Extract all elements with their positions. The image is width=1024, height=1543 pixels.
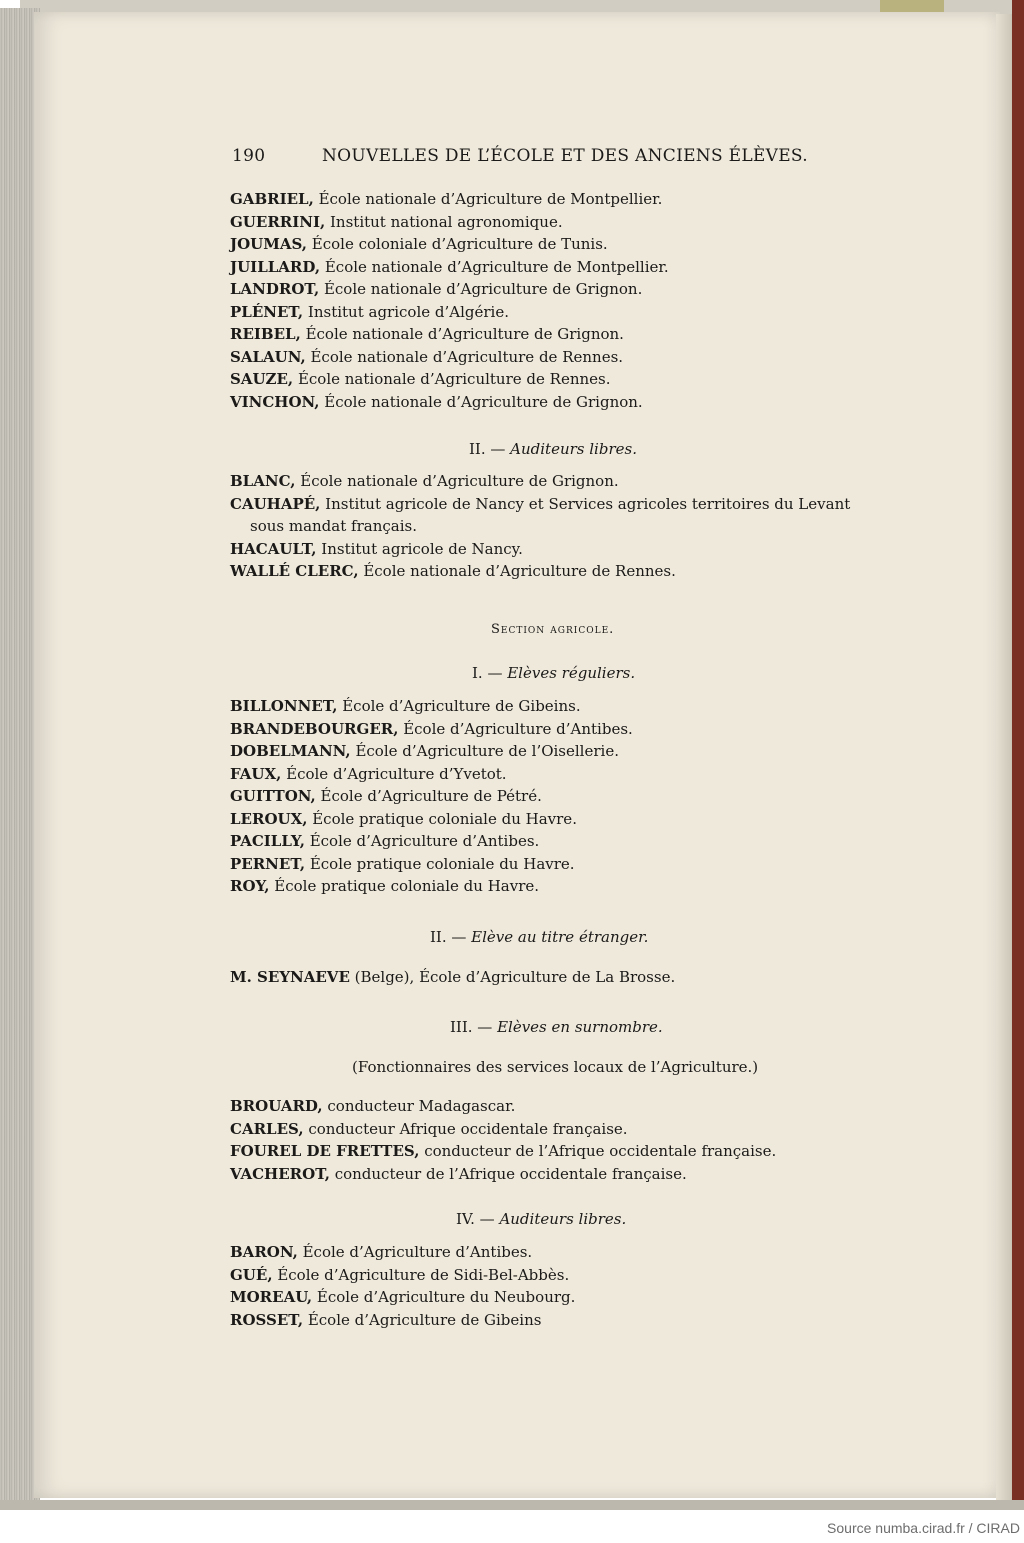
list-item (230, 323, 669, 346)
entry-school: École d’Agriculture de l’Oisellerie. (350, 742, 619, 760)
list-item (230, 256, 669, 279)
note-fonctionnaires: (Fonctionnaires des services locaux de l’Agriculture.) (352, 1058, 759, 1076)
entry-school: École coloniale d’Agriculture de Tunis. (307, 235, 608, 253)
entry-school: École d’Agriculture d’Antibes. (398, 719, 633, 738)
entry-name: ROSSET, (230, 1310, 304, 1329)
entry-school: conducteur Madagascar. (322, 1097, 516, 1115)
entry-name: DOBELMANN, (230, 742, 351, 760)
entry-school: conducteur de l’Afrique occidentale française. (329, 1164, 687, 1183)
entry-name: MOREAU, (230, 1288, 313, 1306)
entry-name: VINCHON, (230, 392, 320, 411)
entry-school: École nationale d’Agriculture de Rennes. (293, 370, 611, 388)
list-item (230, 368, 669, 391)
entry-name: REIBEL, (230, 325, 301, 343)
entry-list-4 (230, 966, 675, 989)
entry-name: SAUZE, (230, 370, 294, 388)
entry-name: JOUMAS, (230, 235, 308, 253)
list-item (230, 695, 633, 718)
subheading-title: Elèves réguliers. (502, 664, 636, 682)
list-item (230, 470, 850, 493)
entry-school: École nationale d’Agriculture de Grignon. (319, 392, 643, 411)
entry-name: FAUX, (230, 764, 282, 783)
entry-name: BLANC, (230, 472, 296, 490)
list-item (230, 301, 669, 324)
subheading-roman: I. — (472, 664, 503, 682)
entry-school: École d’Agriculture de Gibeins (303, 1310, 542, 1329)
subheading-roman: IV. — (456, 1210, 495, 1228)
source-credit: Source numba.cirad.fr / CIRAD (827, 1520, 1020, 1536)
subheading-auditeurs-libres-1 (469, 440, 637, 458)
entry-list-2 (230, 470, 850, 583)
subheading-roman: III. — (450, 1018, 493, 1036)
entry-name: PERNET, (230, 854, 306, 873)
list-item (230, 391, 669, 414)
entry-school: École d’Agriculture de Sidi-Bel-Abbès. (272, 1265, 570, 1284)
entry-school: École d’Agriculture de Pétré. (315, 787, 542, 805)
entry-school: École pratique coloniale du Havre. (307, 809, 577, 828)
entry-name: GUERRINI, (230, 212, 326, 231)
entry-name: HACAULT, (230, 539, 317, 558)
list-item (230, 560, 850, 583)
entry-name: SALAUN, (230, 347, 306, 366)
list-item (230, 1241, 575, 1264)
entry-school: École nationale d’Agriculture de Montpellier. (313, 190, 663, 208)
entry-school: École d’Agriculture d’Antibes. (304, 832, 540, 850)
entry-list-3 (230, 695, 633, 898)
list-item (230, 278, 669, 301)
list-item (230, 830, 633, 853)
page-number: 190 (232, 146, 266, 166)
entry-school: École d’Agriculture d’Yvetot. (281, 764, 507, 783)
book-bottom-edge (0, 1500, 1024, 1510)
subheading-roman: II. — (469, 440, 506, 458)
entry-name: WALLÉ CLERC, (230, 562, 359, 580)
subheading-eleve-etranger (430, 928, 648, 946)
list-item (230, 346, 669, 369)
entry-school: Institut agricole de Nancy et Services agricoles territoires du Levant (320, 494, 851, 513)
entry-school: Institut agricole de Nancy. (316, 539, 523, 558)
entry-list-6 (230, 1241, 575, 1331)
subheading-title: Auditeurs libres. (505, 440, 637, 458)
entry-name: FOUREL DE FRETTES, (230, 1142, 420, 1160)
entry-list-1 (230, 188, 669, 413)
subheading-eleves-surnombre (450, 1018, 663, 1036)
entry-name: M. SEYNAEVE (230, 968, 350, 986)
entry-name: LANDROT, (230, 280, 320, 298)
list-item (230, 211, 669, 234)
running-title: NOUVELLES DE L’ÉCOLE ET DES ANCIENS ÉLÈVES. (322, 146, 808, 166)
entry-school: École d’Agriculture d’Antibes. (297, 1243, 533, 1261)
list-item (230, 188, 669, 211)
entry-school: École pratique coloniale du Havre. (305, 854, 575, 873)
entry-continuation: sous mandat français. (250, 517, 417, 535)
list-item (230, 1140, 776, 1163)
entry-school: École nationale d’Agriculture de Montpellier. (320, 257, 669, 276)
list-item (230, 1309, 575, 1332)
entry-name: BRANDEBOURGER, (230, 719, 399, 738)
list-item (230, 808, 633, 831)
entry-name: GABRIEL, (230, 190, 314, 208)
entry-name: CARLES, (230, 1119, 304, 1138)
entry-name: VACHEROT, (230, 1164, 330, 1183)
entry-school: École d’Agriculture du Neubourg. (312, 1288, 576, 1306)
subheading-title: Auditeurs libres. (494, 1210, 627, 1228)
entry-name: BARON, (230, 1243, 298, 1261)
entry-name: GUÉ, (230, 1265, 273, 1284)
subheading-auditeurs-libres-2 (456, 1210, 626, 1228)
entry-school: École nationale d’Agriculture de Grignon. (319, 280, 643, 298)
list-item (230, 233, 669, 256)
list-item (230, 1163, 776, 1186)
subheading-eleves-reguliers (472, 664, 635, 682)
list-item (230, 1118, 776, 1141)
entry-name: CAUHAPÉ, (230, 494, 321, 513)
list-item (230, 785, 633, 808)
entry-school: École nationale d’Agriculture de Grignon. (300, 325, 624, 343)
list-item (230, 1095, 776, 1118)
list-item (230, 966, 675, 989)
entry-school: École d’Agriculture de Gibeins. (337, 697, 581, 715)
entry-school: conducteur de l’Afrique occidentale française. (419, 1142, 777, 1160)
entry-school: Institut agricole d’Algérie. (303, 302, 509, 321)
running-head (232, 146, 808, 166)
entry-list-5 (230, 1095, 776, 1185)
entry-name: BILLONNET, (230, 697, 338, 715)
list-item (230, 1264, 575, 1287)
entry-school: École nationale d’Agriculture de Rennes. (358, 562, 676, 580)
list-item (230, 875, 633, 898)
list-item (230, 718, 633, 741)
entry-school: École nationale d’Agriculture de Rennes. (305, 347, 624, 366)
list-item (230, 1286, 575, 1309)
entry-name: LEROUX, (230, 809, 308, 828)
entry-name: ROY, (230, 877, 270, 895)
list-item (230, 538, 850, 561)
entry-name: GUITTON, (230, 787, 316, 805)
entry-school: (Belge), École d’Agriculture de La Brosse. (349, 968, 676, 986)
book-cover-edge (1012, 0, 1024, 1510)
subheading-title: Elèves en surnombre. (492, 1018, 663, 1036)
list-item (230, 740, 633, 763)
entry-name: JUILLARD, (230, 257, 321, 276)
list-item (230, 853, 633, 876)
entry-school: conducteur Afrique occidentale française. (303, 1119, 628, 1138)
subheading-title: Elève au titre étranger. (466, 928, 649, 946)
entry-name: BROUARD, (230, 1097, 323, 1115)
entry-school: Institut national agronomique. (325, 212, 563, 231)
entry-name: PACILLY, (230, 832, 305, 850)
entry-school: École nationale d’Agriculture de Grignon. (295, 472, 619, 490)
entry-name: PLÉNET, (230, 302, 304, 321)
entry-school: École pratique coloniale du Havre. (269, 877, 540, 895)
list-item (230, 763, 633, 786)
list-item (230, 493, 850, 516)
subheading-roman: II. — (430, 928, 467, 946)
section-title: Section agricole. (491, 622, 615, 637)
